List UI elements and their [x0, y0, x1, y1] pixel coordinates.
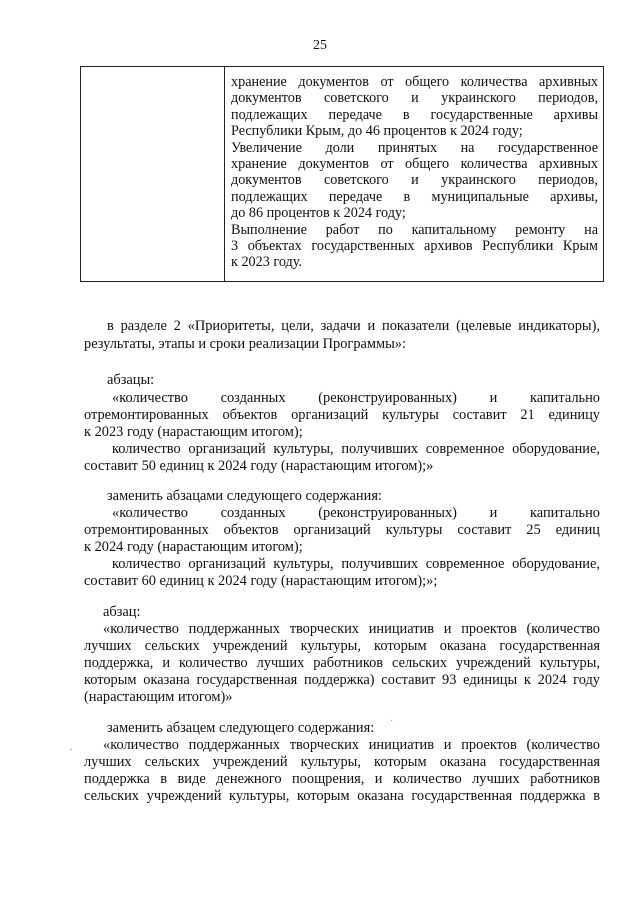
new-paragraph-line: лучших сельских учреждений культуры, которым оказана государственная: [84, 754, 600, 770]
margin-mark: ·: [69, 742, 73, 756]
old-paragraph-line: (нарастающим итогом)»: [84, 689, 233, 705]
table-line: Увеличение доли принятых на государственное: [231, 139, 598, 156]
replace-instruction: заменить абзацем следующего содержания:: [107, 720, 375, 736]
old-paragraph-line: лучших сельских учреждений культуры, которым оказана государственная: [84, 638, 600, 654]
table-line: подлежащих передаче в государственные архивы: [231, 106, 598, 123]
abzacy-label: абзацы:: [107, 372, 155, 388]
continuation-table: [80, 66, 604, 282]
old-paragraph-line: поддержка, и количество лучших работников сельских учреждений культуры,: [84, 655, 600, 671]
new-paragraph-line: «количество поддержанных творческих инициатив и проектов (количество: [103, 737, 600, 753]
old-paragraph-line: «количество поддержанных творческих инициатив и проектов (количество: [103, 621, 600, 637]
abzac-label: абзац:: [103, 604, 141, 620]
section-intro-line: результаты, этапы и сроки реализации Программы»:: [84, 336, 406, 352]
table-line: подлежащих передаче в муниципальные архивы,: [231, 188, 598, 205]
table-line: до 86 процентов к 2024 году;: [231, 205, 406, 222]
new-paragraph-line: к 2024 году (нарастающим итогом);: [84, 539, 303, 555]
new-paragraph-line: сельских учреждений культуры, которым оказана государственная поддержка в: [84, 788, 600, 804]
section-intro-line: в разделе 2 «Приоритеты, цели, задачи и показатели (целевые индикаторы),: [107, 318, 600, 334]
table-line: хранение документов от общего количества архивных: [231, 74, 598, 90]
new-paragraph-line: количество организаций культуры, получивших современное оборудование,: [112, 556, 600, 572]
table-line: 3 объектах государственных архивов Республики Крым: [231, 238, 598, 255]
table-line: документов советского и украинского периодов,: [231, 172, 598, 189]
table-left-cell: [81, 67, 225, 281]
old-paragraph-line: составит 50 единиц к 2024 году (нарастающим итогом);»: [84, 458, 434, 474]
table-line: хранение документов от общего количества архивных: [231, 156, 598, 173]
table-line: документов советского и украинского периодов,: [231, 90, 598, 107]
old-paragraph-line: отремонтированных объектов организаций культуры составит 21 единицу: [84, 407, 600, 423]
page-number: 25: [313, 38, 327, 53]
table-line: Республики Крым, до 46 процентов к 2024 году;: [231, 123, 523, 140]
new-paragraph-line: «количество созданных (реконструированных) и капитально: [112, 505, 600, 521]
old-paragraph-line: количество организаций культуры, получивших современное оборудование,: [112, 441, 600, 457]
replace-instruction: заменить абзацами следующего содержания:: [107, 488, 382, 504]
new-paragraph-line: поддержка в виде денежного поощрения, и количество лучших работников: [84, 771, 600, 787]
old-paragraph-line: «количество созданных (реконструированных) и капитально: [112, 390, 600, 406]
table-line: Выполнение работ по капитальному ремонту на: [231, 221, 598, 238]
new-paragraph-line: отремонтированных объектов организаций культуры составит 25 единиц: [84, 522, 600, 538]
table-line: к 2023 году.: [231, 254, 302, 271]
table-right-cell: [225, 67, 603, 281]
scan-speck: ·: [390, 716, 394, 727]
old-paragraph-line: к 2023 году (нарастающим итогом);: [84, 424, 303, 440]
old-paragraph-line: которым оказана государственная поддержка) составит 93 единицы к 2024 году: [84, 672, 600, 688]
new-paragraph-line: составит 60 единиц к 2024 году (нарастающим итогом);»;: [84, 573, 438, 589]
